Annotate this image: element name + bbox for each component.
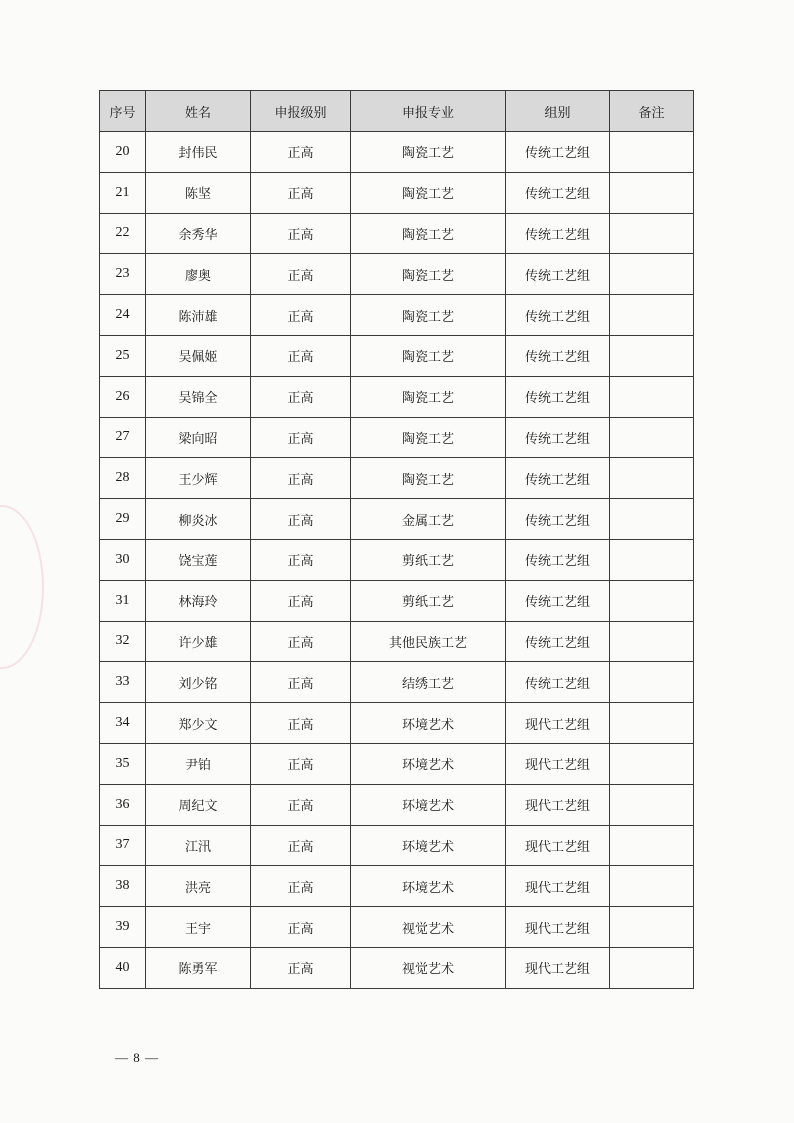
faint-seal-mark [0,505,44,669]
cell-serial: 24 [100,295,146,336]
cell-group: 现代工艺组 [506,743,610,784]
table-row [100,743,694,784]
table-row [100,132,694,173]
table-row [100,621,694,662]
cell-name: 吴佩姬 [146,335,251,376]
cell-level: 正高 [251,621,351,662]
cell-name: 廖奥 [146,254,251,295]
cell-name: 林海玲 [146,580,251,621]
cell-name: 陈坚 [146,172,251,213]
cell-name: 梁向昭 [146,417,251,458]
table-row [100,499,694,540]
cell-major: 剪纸工艺 [351,539,506,580]
cell-group: 传统工艺组 [506,172,610,213]
cell-name: 刘少铭 [146,662,251,703]
table-row [100,172,694,213]
cell-level: 正高 [251,458,351,499]
cell-level: 正高 [251,947,351,988]
cell-serial: 22 [100,213,146,254]
header-major: 申报专业 [351,91,506,132]
cell-serial: 36 [100,784,146,825]
cell-note [610,254,694,295]
cell-level: 正高 [251,172,351,213]
cell-group: 现代工艺组 [506,866,610,907]
cell-note [610,947,694,988]
cell-major: 陶瓷工艺 [351,458,506,499]
cell-note [610,580,694,621]
table-row [100,825,694,866]
cell-note [610,784,694,825]
cell-note [610,662,694,703]
cell-name: 陈沛雄 [146,295,251,336]
cell-group: 传统工艺组 [506,499,610,540]
cell-serial: 33 [100,662,146,703]
cell-group: 传统工艺组 [506,376,610,417]
cell-note [610,703,694,744]
table-body [100,132,694,989]
cell-group: 传统工艺组 [506,580,610,621]
table-row [100,254,694,295]
table-row [100,376,694,417]
cell-name: 许少雄 [146,621,251,662]
cell-serial: 37 [100,825,146,866]
table-row [100,947,694,988]
cell-level: 正高 [251,376,351,417]
header-group: 组别 [506,91,610,132]
cell-group: 传统工艺组 [506,621,610,662]
cell-major: 其他民族工艺 [351,621,506,662]
cell-note [610,132,694,173]
header-note: 备注 [610,91,694,132]
cell-major: 环境艺术 [351,743,506,784]
cell-name: 余秀华 [146,213,251,254]
cell-major: 环境艺术 [351,784,506,825]
cell-group: 传统工艺组 [506,335,610,376]
table-row [100,662,694,703]
cell-major: 陶瓷工艺 [351,295,506,336]
cell-level: 正高 [251,825,351,866]
table-row [100,907,694,948]
cell-major: 视觉艺术 [351,907,506,948]
cell-note [610,743,694,784]
cell-group: 传统工艺组 [506,132,610,173]
cell-serial: 23 [100,254,146,295]
cell-major: 陶瓷工艺 [351,417,506,458]
cell-serial: 32 [100,621,146,662]
cell-serial: 25 [100,335,146,376]
cell-note [610,499,694,540]
page-number: — 8 — [115,1050,159,1065]
cell-serial: 20 [100,132,146,173]
cell-serial: 39 [100,907,146,948]
cell-name: 王少辉 [146,458,251,499]
cell-group: 传统工艺组 [506,254,610,295]
cell-group: 现代工艺组 [506,907,610,948]
cell-major: 结绣工艺 [351,662,506,703]
header-name: 姓名 [146,91,251,132]
cell-note [610,866,694,907]
cell-major: 陶瓷工艺 [351,132,506,173]
table-row [100,458,694,499]
table-row [100,295,694,336]
cell-serial: 40 [100,947,146,988]
header-serial: 序号 [100,91,146,132]
cell-note [610,907,694,948]
cell-group: 传统工艺组 [506,662,610,703]
cell-group: 传统工艺组 [506,295,610,336]
cell-serial: 21 [100,172,146,213]
cell-serial: 34 [100,703,146,744]
cell-major: 环境艺术 [351,825,506,866]
cell-level: 正高 [251,295,351,336]
cell-level: 正高 [251,132,351,173]
cell-level: 正高 [251,335,351,376]
cell-name: 饶宝莲 [146,539,251,580]
cell-major: 剪纸工艺 [351,580,506,621]
cell-group: 传统工艺组 [506,539,610,580]
cell-group: 传统工艺组 [506,417,610,458]
cell-level: 正高 [251,580,351,621]
cell-major: 陶瓷工艺 [351,254,506,295]
cell-major: 环境艺术 [351,866,506,907]
table-row [100,335,694,376]
header-level: 申报级别 [251,91,351,132]
cell-major: 环境艺术 [351,703,506,744]
cell-note [610,458,694,499]
table-row [100,703,694,744]
cell-note [610,621,694,662]
cell-group: 现代工艺组 [506,703,610,744]
table-row [100,784,694,825]
cell-group: 现代工艺组 [506,825,610,866]
cell-level: 正高 [251,213,351,254]
cell-level: 正高 [251,662,351,703]
table-row [100,539,694,580]
cell-level: 正高 [251,907,351,948]
cell-note [610,172,694,213]
cell-group: 传统工艺组 [506,213,610,254]
cell-level: 正高 [251,254,351,295]
cell-level: 正高 [251,703,351,744]
cell-serial: 27 [100,417,146,458]
cell-level: 正高 [251,499,351,540]
cell-group: 现代工艺组 [506,947,610,988]
table-row [100,866,694,907]
cell-note [610,539,694,580]
cell-level: 正高 [251,743,351,784]
cell-note [610,417,694,458]
table-row [100,580,694,621]
cell-serial: 29 [100,499,146,540]
cell-note [610,213,694,254]
cell-name: 吴锦全 [146,376,251,417]
cell-note [610,825,694,866]
cell-name: 尹铂 [146,743,251,784]
cell-serial: 31 [100,580,146,621]
cell-name: 陈勇军 [146,947,251,988]
cell-name: 郑少文 [146,703,251,744]
cell-major: 视觉艺术 [351,947,506,988]
table-row [100,213,694,254]
cell-name: 王宇 [146,907,251,948]
cell-major: 陶瓷工艺 [351,213,506,254]
cell-note [610,335,694,376]
cell-note [610,376,694,417]
cell-name: 江汛 [146,825,251,866]
cell-serial: 26 [100,376,146,417]
table-row [100,417,694,458]
cell-name: 周纪文 [146,784,251,825]
candidate-table [99,90,694,989]
cell-name: 洪亮 [146,866,251,907]
cell-serial: 35 [100,743,146,784]
header-row [100,91,694,132]
cell-level: 正高 [251,417,351,458]
cell-group: 现代工艺组 [506,784,610,825]
cell-name: 封伟民 [146,132,251,173]
cell-level: 正高 [251,539,351,580]
cell-serial: 38 [100,866,146,907]
cell-major: 陶瓷工艺 [351,172,506,213]
cell-level: 正高 [251,784,351,825]
cell-level: 正高 [251,866,351,907]
cell-major: 陶瓷工艺 [351,335,506,376]
cell-serial: 28 [100,458,146,499]
cell-name: 柳炎冰 [146,499,251,540]
table-header [100,91,694,132]
cell-note [610,295,694,336]
cell-major: 陶瓷工艺 [351,376,506,417]
cell-serial: 30 [100,539,146,580]
cell-group: 传统工艺组 [506,458,610,499]
cell-major: 金属工艺 [351,499,506,540]
